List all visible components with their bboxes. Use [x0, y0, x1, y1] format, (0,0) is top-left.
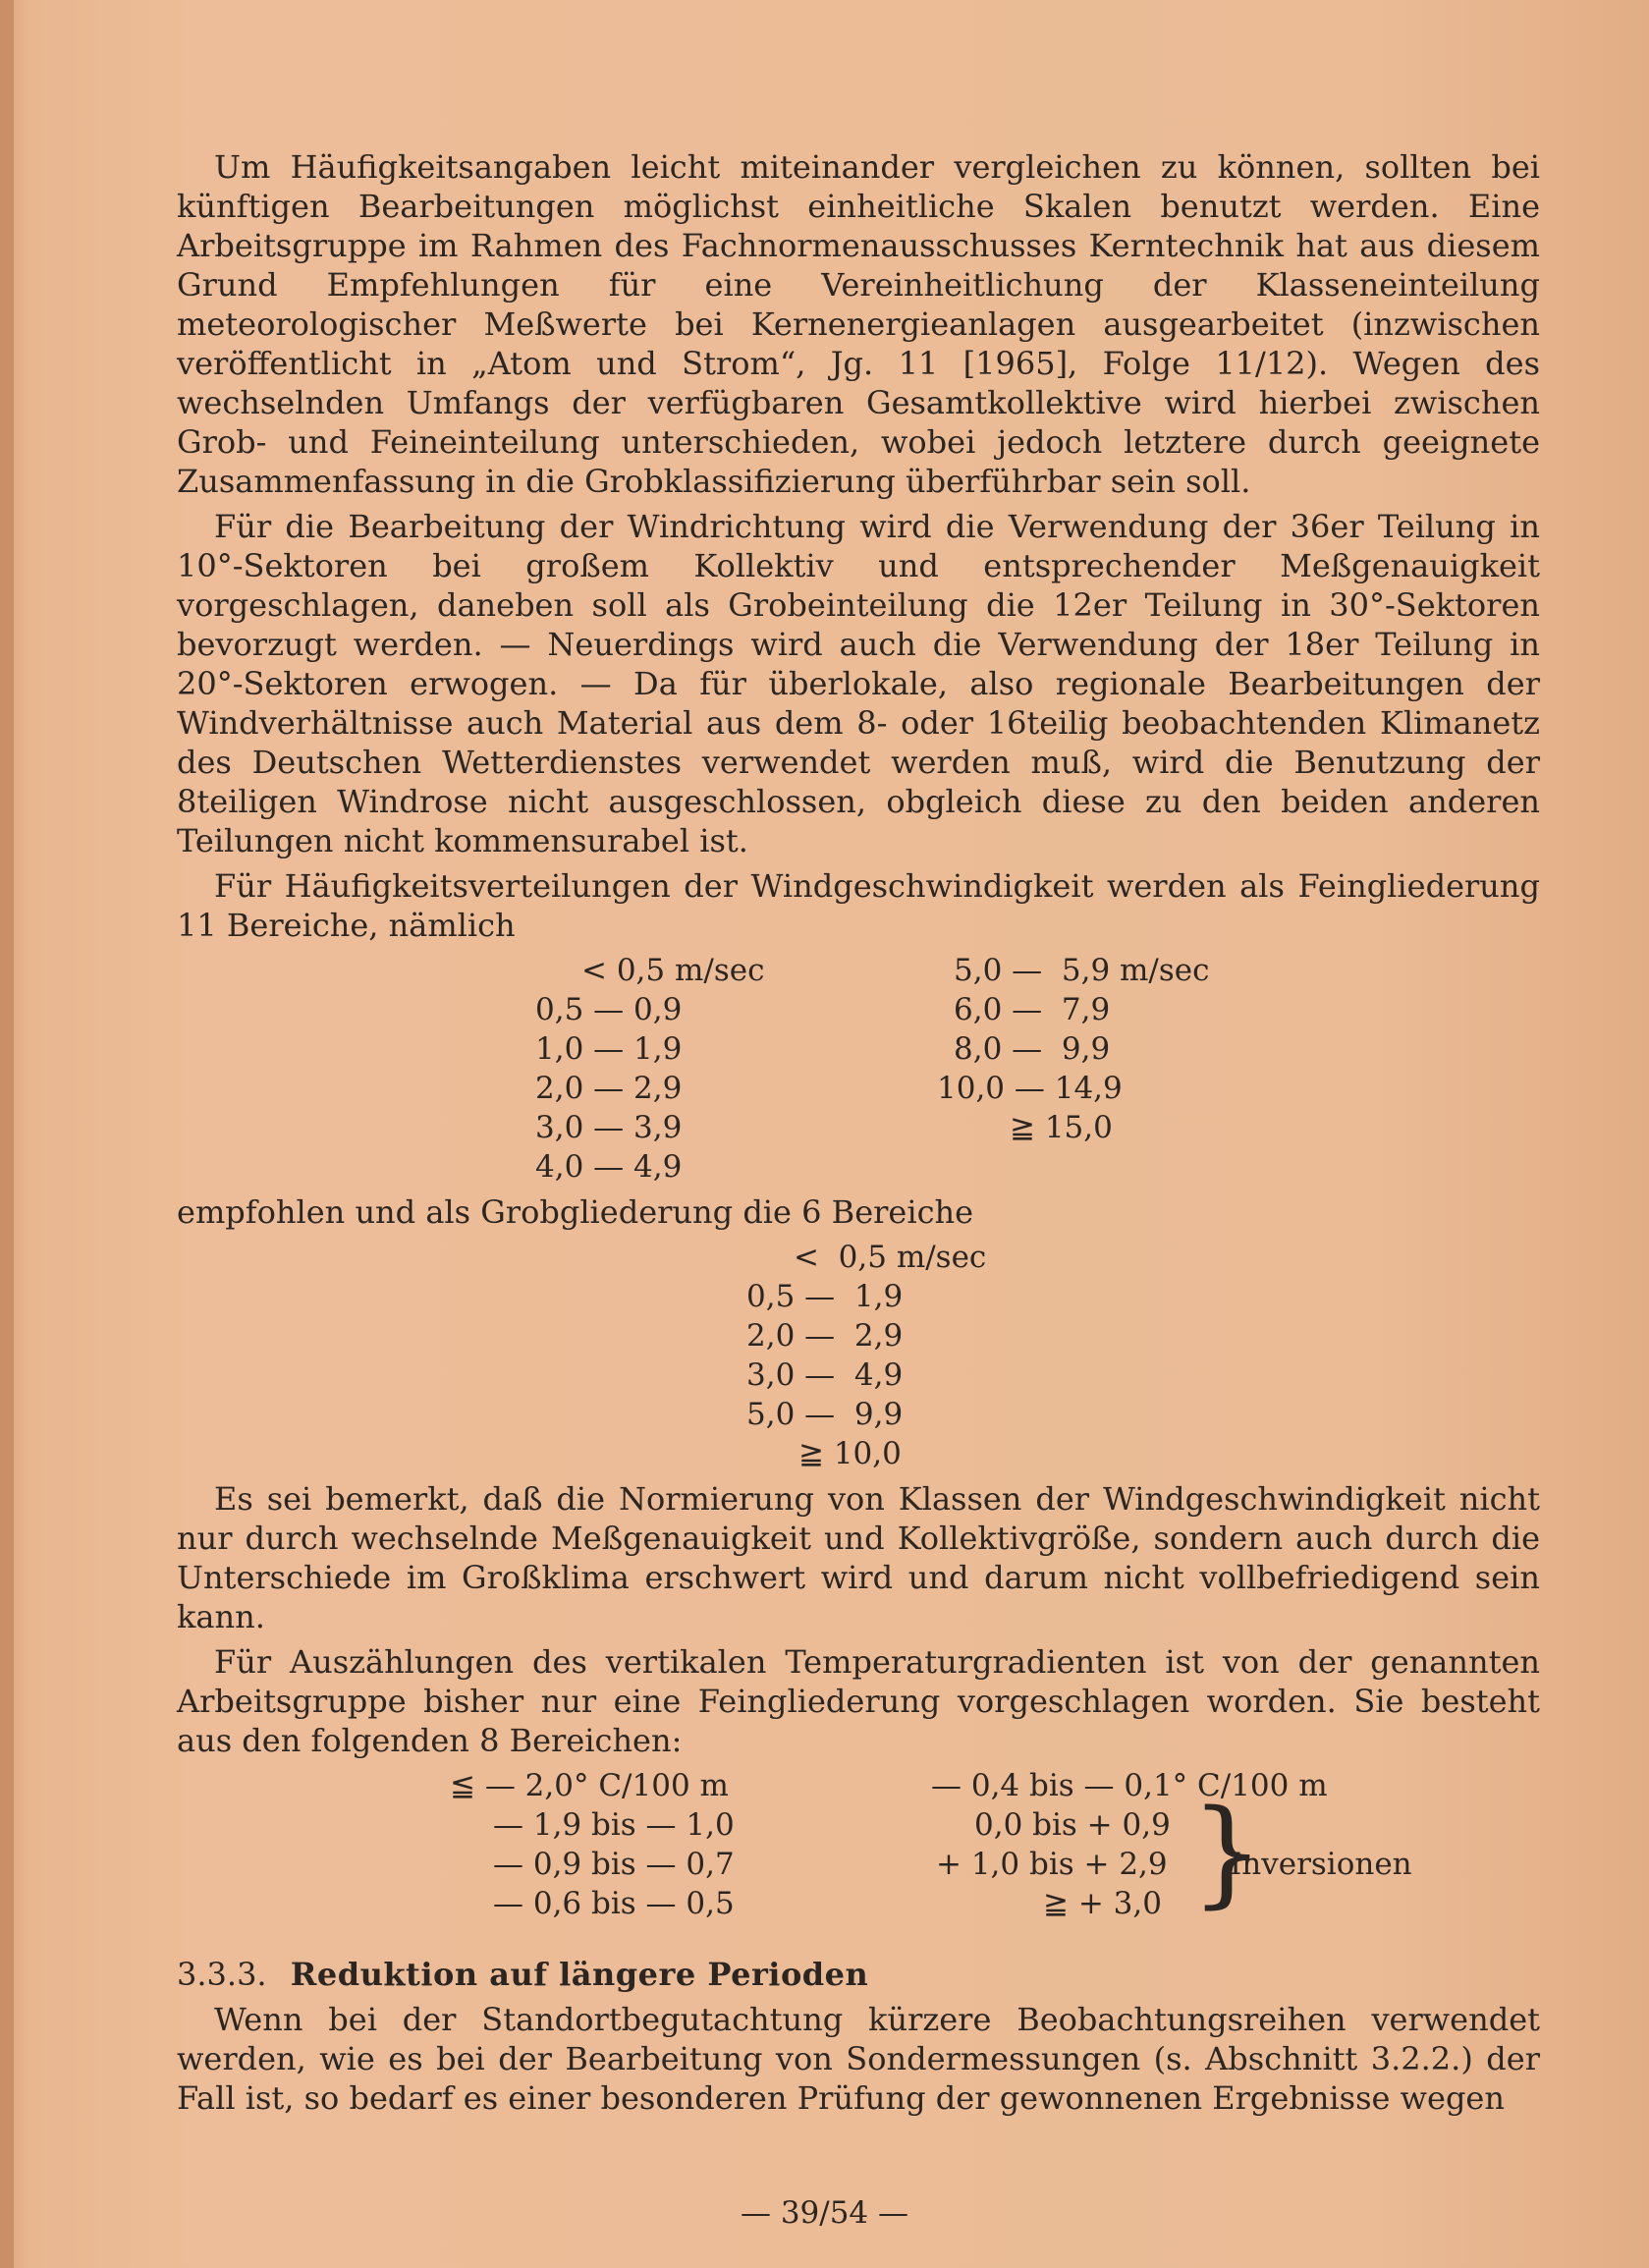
- temperature-table: [177, 1766, 1540, 1929]
- coarse-wind-1: 0,5 — 1,9: [746, 1279, 904, 1314]
- coarse-wind-table: [177, 1238, 1540, 1479]
- fine-wind-right-3: 10,0 — 14,9: [937, 1071, 1123, 1106]
- fine-wind-left-0: < 0,5 m/sec: [581, 953, 765, 988]
- section-number: 3.3.3.: [177, 1956, 267, 1993]
- fine-wind-left-3: 2,0 — 2,9: [535, 1071, 683, 1106]
- paragraph-5: Es sei bemerkt, daß die Normierung von Klassen der Windgeschwindigkeit nicht nur durch wechselnde Meßgenauigkeit und Kollektivgröße, sondern auch durch die Unterschiede im Großklima erschwert wird und darum nicht vollbefriedigend sein kann.: [177, 1480, 1540, 1635]
- fine-wind-right-2: 8,0 — 9,9: [954, 1031, 1111, 1067]
- inversion-brace: }: [1190, 1784, 1265, 1919]
- coarse-wind-0: < 0,5 m/sec: [794, 1240, 987, 1275]
- page-edge: [0, 0, 14, 2268]
- paragraph-2: Für die Bearbeitung der Windrichtung wird die Verwendung der 36er Teilung in 10°-Sektoren bei großem Kollektiv und entsprechender Meßgenauigkeit vorgeschlagen, daneben soll als Grobeinteilung die 12er Teilung in 30°-Sektoren bevorzugt werden. — Neuerdings wird auch die Verwendung der 18er Teilung in 20°-Sektoren erwogen. — Da für überlokale, also regionale Bearbeitungen der Windverhältnisse auch Material aus dem 8- oder 16teilig beobachtenden Klimanetz des Deutschen Wetterdienstes verwendet werden muß, wird die Benutzung der 8teiligen Windrose nicht ausgeschlossen, obgleich diese zu den beiden anderen Teilungen nicht kommensurabel ist.: [177, 508, 1540, 859]
- section-title: Reduktion auf längere Perioden: [290, 1956, 869, 1993]
- fine-wind-left-5: 4,0 — 4,9: [535, 1149, 683, 1185]
- fine-wind-right-0: 5,0 — 5,9 m/sec: [954, 953, 1210, 988]
- temp-right-2: + 1,0 bis + 2,9: [936, 1847, 1168, 1882]
- coarse-wind-3: 3,0 — 4,9: [746, 1357, 904, 1393]
- fine-wind-right-1: 6,0 — 7,9: [954, 992, 1111, 1027]
- fine-wind-left-2: 1,0 — 1,9: [535, 1031, 683, 1067]
- inversion-label: Inversionen: [1230, 1847, 1412, 1882]
- temp-left-0: ≦ — 2,0° C/100 m: [450, 1768, 729, 1803]
- body-text: [177, 147, 1540, 2124]
- fine-wind-right-4: ≧ 15,0: [1010, 1110, 1113, 1145]
- fine-wind-left-4: 3,0 — 3,9: [535, 1110, 683, 1145]
- temp-right-3: ≧ + 3,0: [1043, 1886, 1162, 1921]
- temp-right-1: 0,0 bis + 0,9: [974, 1807, 1171, 1843]
- paragraph-7: Wenn bei der Standortbegutachtung kürzere Beobachtungsreihen verwendet werden, wie es bei der Bearbeitung von Sondermessungen (s. Abschnitt 3.2.2.) der Fall ist, so bedarf es einer besonderen Prüfung der gewonnenen Ergebnisse wegen: [177, 2001, 1540, 2117]
- coarse-wind-5: ≧ 10,0: [798, 1436, 902, 1471]
- temp-right-0: — 0,4 bis — 0,1° C/100 m: [931, 1768, 1328, 1803]
- temp-left-2: — 0,9 bis — 0,7: [493, 1847, 735, 1882]
- paragraph-6: Für Auszählungen des vertikalen Temperaturgradienten ist von der genannten Arbeitsgruppe bisher nur eine Feingliederung vorgeschlagen worden. Sie besteht aus den folgenden 8 Bereichen:: [177, 1643, 1540, 1759]
- coarse-wind-2: 2,0 — 2,9: [746, 1318, 904, 1354]
- temp-left-3: — 0,6 bis — 0,5: [493, 1886, 735, 1921]
- fine-wind-table: [177, 951, 1540, 1192]
- paragraph-1: Um Häufigkeitsangaben leicht miteinander vergleichen zu können, sollten bei künftigen Bearbeitungen möglichst einheitliche Skalen benutzt werden. Eine Arbeitsgruppe im Rahmen des Fachnormenausschusses Kerntechnik hat aus diesem Grund Empfehlungen für eine Vereinheitlichung der Klasseneinteilung meteorologischer Meßwerte bei Kernenergieanlagen ausgearbeitet (inzwischen veröffentlicht in „Atom und Strom“, Jg. 11 [1965], Folge 11/12). Wegen des wechselnden Umfangs der verfügbaren Gesamtkollektive wird hierbei zwischen Grob- und Feineinteilung unterschieden, wobei jedoch letztere durch geeignete Zusammenfassung in die Grobklassifizierung überführbar sein soll.: [177, 148, 1540, 500]
- temp-left-1: — 1,9 bis — 1,0: [493, 1807, 735, 1843]
- paragraph-4: empfohlen und als Grobgliederung die 6 Bereiche: [177, 1193, 974, 1231]
- page-number: — 39/54 —: [740, 2195, 909, 2231]
- paragraph-3: Für Häufigkeitsverteilungen der Windgeschwindigkeit werden als Feingliederung 11 Bereiche, nämlich: [177, 867, 1540, 944]
- coarse-wind-4: 5,0 — 9,9: [746, 1397, 904, 1432]
- section-heading: [177, 1955, 1540, 1994]
- fine-wind-left-1: 0,5 — 0,9: [535, 992, 683, 1027]
